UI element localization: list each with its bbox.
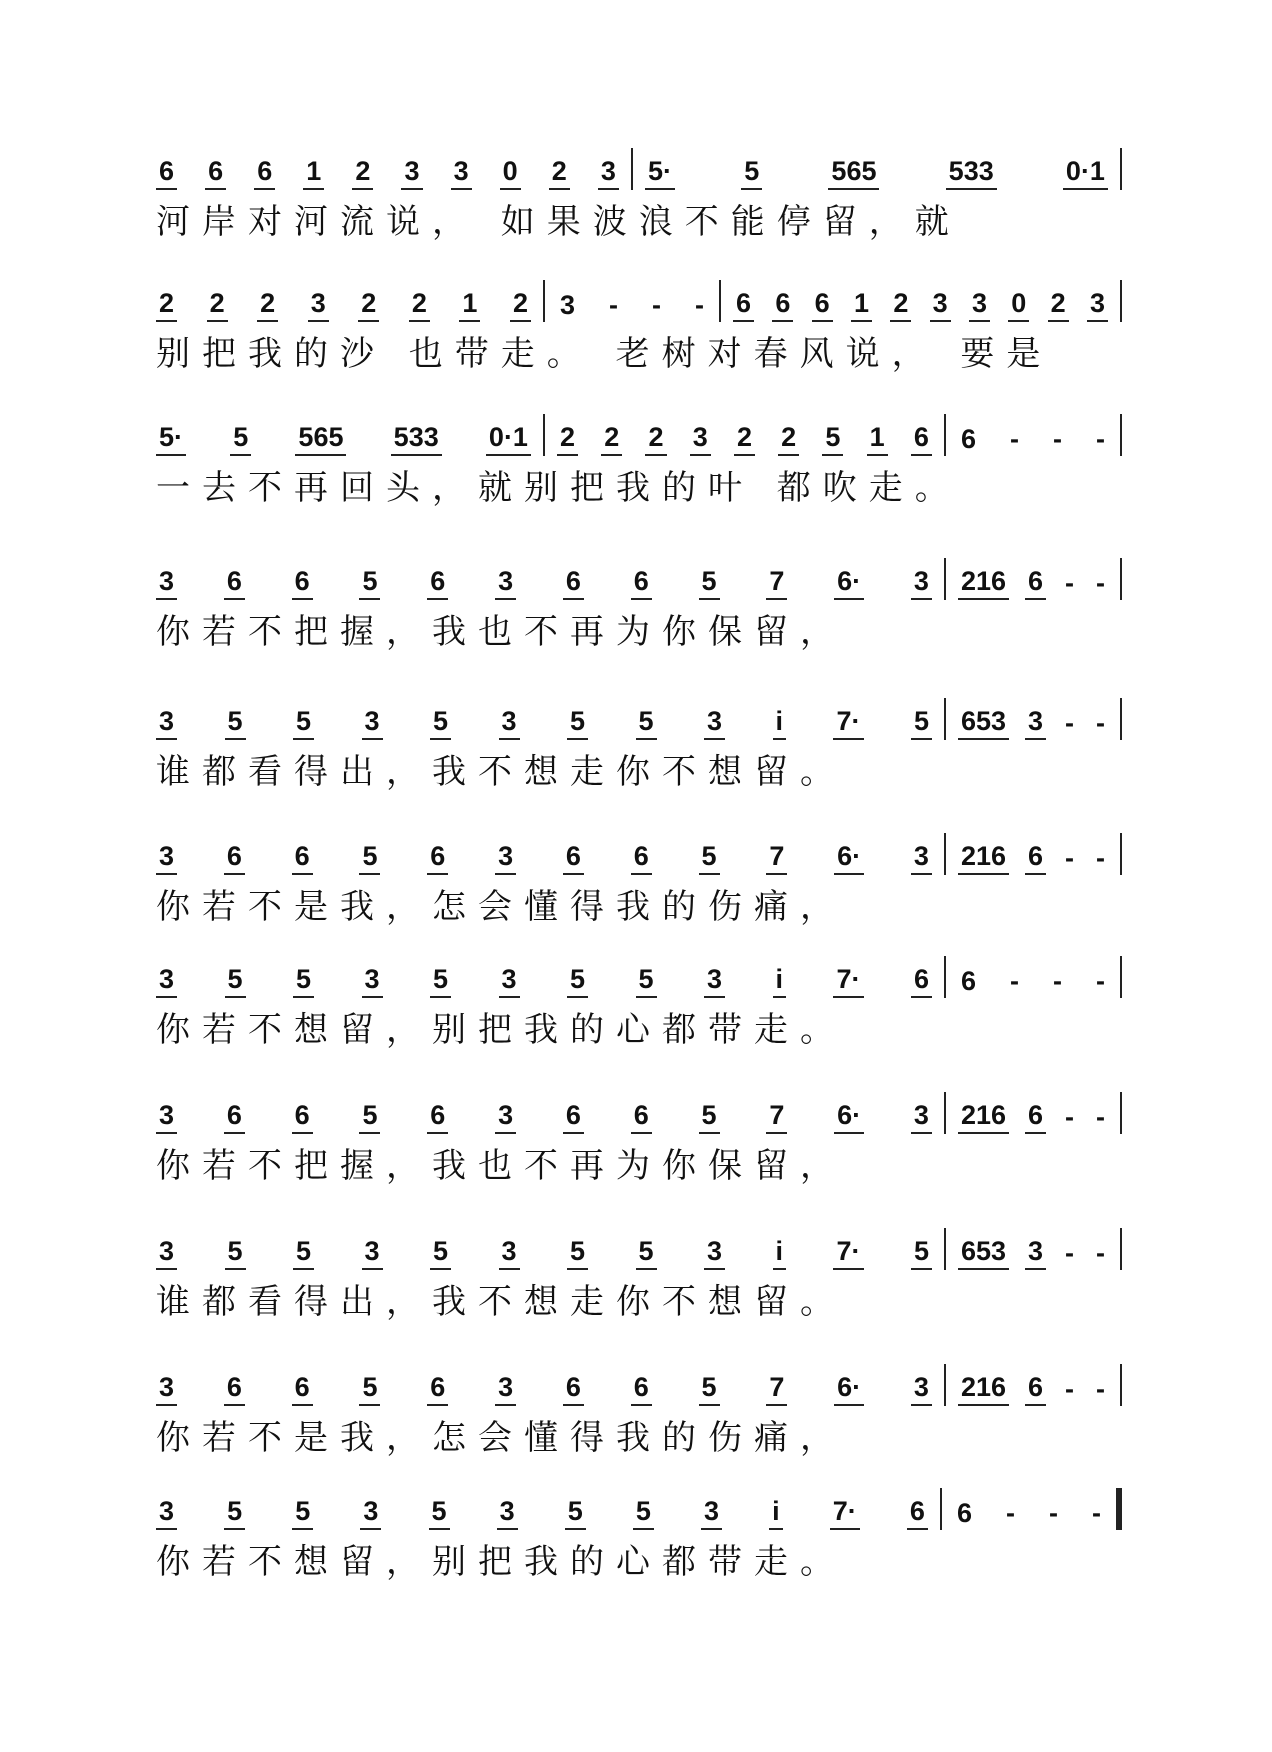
measure (156, 150, 631, 190)
note: 2 (352, 157, 373, 190)
score-line (156, 1230, 1122, 1322)
note: 6 (911, 423, 932, 456)
note: 3 (360, 1497, 381, 1530)
note: 6 (205, 157, 226, 190)
note: 5 (430, 1237, 451, 1270)
note: 3 (156, 965, 177, 998)
note: 5 (633, 1497, 654, 1530)
notes-line (156, 835, 1122, 875)
note: 2 (409, 289, 430, 322)
notes-line (156, 1490, 1122, 1530)
note: 533 (391, 423, 442, 456)
note: 6 (563, 567, 584, 600)
note: 5 (567, 1237, 588, 1270)
measure (156, 700, 944, 740)
note: - (694, 290, 704, 320)
note: 565 (295, 423, 346, 456)
note: 2 (645, 423, 666, 456)
note: 3 (701, 1497, 722, 1530)
measure (156, 1490, 940, 1530)
score-line (156, 282, 1122, 374)
measure (721, 282, 1120, 322)
note: 5 (636, 965, 657, 998)
note: 3 (156, 1101, 177, 1134)
note: 1 (867, 423, 888, 456)
note: 3 (156, 842, 177, 875)
note: 6· (834, 1373, 864, 1406)
note: 7· (833, 707, 863, 740)
note: 6 (254, 157, 275, 190)
note: 6 (292, 842, 313, 875)
note: 5· (156, 423, 186, 456)
note: 533 (946, 157, 997, 190)
note: - (1095, 966, 1105, 996)
note: 2 (778, 423, 799, 456)
note: 6 (911, 965, 932, 998)
note: 653 (958, 707, 1009, 740)
note: 3 (451, 157, 472, 190)
note: 6 (961, 966, 977, 996)
note: 5 (292, 1497, 313, 1530)
note: 5 (567, 965, 588, 998)
note: 2 (156, 289, 177, 322)
note: 2 (601, 423, 622, 456)
note: 3 (156, 567, 177, 600)
note: 5 (293, 965, 314, 998)
note: 3 (1025, 1237, 1046, 1270)
note: 3 (401, 157, 422, 190)
note: - (1010, 424, 1020, 454)
measure (156, 282, 543, 322)
note: 3 (911, 842, 932, 875)
note: 5 (225, 1237, 246, 1270)
score-line (156, 1490, 1122, 1582)
note: 5 (911, 707, 932, 740)
barline (1120, 1228, 1122, 1270)
note: i (773, 707, 787, 740)
note: - (1096, 1238, 1105, 1268)
note: 5· (645, 157, 675, 190)
note: - (1096, 708, 1105, 738)
note: 5 (224, 1497, 245, 1530)
note: 3 (362, 965, 383, 998)
note: 5 (636, 1237, 657, 1270)
note: 2 (207, 289, 228, 322)
notes-line (156, 150, 1122, 190)
note: 7 (766, 1101, 787, 1134)
note: 6 (1025, 1101, 1046, 1134)
notes-line (156, 560, 1122, 600)
note: 6 (631, 842, 652, 875)
lyric-line: 你若不把握，我也不再为你保留， (156, 612, 846, 652)
note: 2 (1048, 289, 1069, 322)
note: 5 (699, 1373, 720, 1406)
note: 6 (631, 567, 652, 600)
note: 3 (156, 707, 177, 740)
note: 5 (911, 1237, 932, 1270)
note: 3 (969, 289, 990, 322)
lyric-line: 你若不想留，别把我的心都带走。 (156, 1542, 846, 1582)
measure (946, 1094, 1120, 1134)
note: 3 (499, 707, 520, 740)
measure (156, 416, 543, 456)
note: 6 (563, 1101, 584, 1134)
lyric-line: 谁都看得出，我不想走你不想留。 (156, 752, 846, 792)
score-line (156, 835, 1122, 927)
note: - (1065, 1238, 1075, 1268)
notes-line (156, 958, 1122, 998)
note: 5 (230, 423, 251, 456)
lyric-line: 一去不再回头，就别把我的叶 都吹走。 (156, 468, 961, 508)
note: 6 (292, 1101, 313, 1134)
note: 5 (359, 567, 380, 600)
note: 6 (224, 567, 245, 600)
note: 1 (303, 157, 324, 190)
note: 7 (766, 842, 787, 875)
note: 2 (257, 289, 278, 322)
measure (946, 958, 1120, 998)
note: 216 (958, 1101, 1009, 1134)
barline (1120, 1092, 1122, 1134)
note: - (1096, 1374, 1105, 1404)
note: 6 (1025, 567, 1046, 600)
note: 2 (549, 157, 570, 190)
measure (545, 282, 719, 322)
lyric-line: 谁都看得出，我不想走你不想留。 (156, 1282, 846, 1322)
note: 3 (495, 842, 516, 875)
note: - (1065, 1102, 1075, 1132)
barline (1116, 1488, 1122, 1530)
note: 6 (1025, 1373, 1046, 1406)
note: 0·1 (1063, 157, 1108, 190)
note: - (652, 290, 661, 320)
note: 3 (156, 1373, 177, 1406)
measure (156, 560, 944, 600)
lyric-line: 你若不把握，我也不再为你保留， (156, 1146, 846, 1186)
note: - (1096, 843, 1105, 873)
note: 216 (958, 567, 1009, 600)
measure (633, 150, 1120, 190)
note: 2 (510, 289, 531, 322)
note: 6 (812, 289, 833, 322)
note: 5 (567, 707, 588, 740)
note: 3 (598, 157, 619, 190)
note: 6 (224, 842, 245, 875)
note: 2 (358, 289, 379, 322)
lyric-line: 别把我的沙 也带走。 老树对春风说， 要是 (156, 334, 1053, 374)
note: 6 (224, 1373, 245, 1406)
note: 3 (930, 289, 951, 322)
note: 3 (495, 1373, 516, 1406)
note: 6 (156, 157, 177, 190)
note: 3 (911, 1101, 932, 1134)
note: 5 (741, 157, 762, 190)
note: 653 (958, 1237, 1009, 1270)
score-line (156, 958, 1122, 1050)
lyric-line: 你若不想留，别把我的心都带走。 (156, 1010, 846, 1050)
notes-line (156, 1366, 1122, 1406)
note: 2 (890, 289, 911, 322)
note: 6 (292, 567, 313, 600)
lyric-line: 你若不是我，怎会懂得我的伤痛， (156, 887, 846, 927)
lyric-line: 你若不是我，怎会懂得我的伤痛， (156, 1418, 846, 1458)
note: 0 (500, 157, 521, 190)
note: 7 (766, 1373, 787, 1406)
note: - (1006, 1498, 1016, 1528)
note: 6 (772, 289, 793, 322)
note: 6 (427, 1373, 448, 1406)
barline (1120, 280, 1122, 322)
measure (946, 416, 1120, 456)
measure (946, 560, 1120, 600)
note: - (1053, 966, 1062, 996)
note: 3 (1025, 707, 1046, 740)
note: 6 (427, 1101, 448, 1134)
note: 7· (833, 1237, 863, 1270)
note: 6· (834, 842, 864, 875)
note: 3 (497, 1497, 518, 1530)
measure (946, 835, 1120, 875)
note: 3 (1087, 289, 1108, 322)
note: 6 (907, 1497, 928, 1530)
measure (946, 700, 1120, 740)
notes-line (156, 416, 1122, 456)
measure (156, 835, 944, 875)
note: 0·1 (486, 423, 531, 456)
note: 3 (911, 1373, 932, 1406)
note: 6· (834, 567, 864, 600)
note: 5 (430, 965, 451, 998)
barline (1120, 833, 1122, 875)
note: 3 (560, 290, 576, 320)
note: - (609, 290, 619, 320)
note: 6 (224, 1101, 245, 1134)
note: 7· (830, 1497, 860, 1530)
note: 5 (429, 1497, 450, 1530)
score-line (156, 150, 1122, 242)
note: - (1091, 1498, 1101, 1528)
note: 6 (563, 842, 584, 875)
note: 6 (631, 1373, 652, 1406)
note: 6· (834, 1101, 864, 1134)
score-line (156, 416, 1122, 508)
note: 5 (293, 1237, 314, 1270)
note: 3 (362, 707, 383, 740)
note: i (769, 1497, 783, 1530)
note: i (773, 965, 787, 998)
score-line (156, 1366, 1122, 1458)
note: 6 (961, 424, 977, 454)
note: 5 (565, 1497, 586, 1530)
note: 2 (734, 423, 755, 456)
note: 3 (156, 1237, 177, 1270)
note: 5 (225, 965, 246, 998)
note: 5 (359, 1101, 380, 1134)
note: 3 (495, 1101, 516, 1134)
note: 7 (766, 567, 787, 600)
measure (942, 1490, 1116, 1530)
note: 3 (308, 289, 329, 322)
note: 3 (362, 1237, 383, 1270)
note: - (1096, 568, 1105, 598)
notes-line (156, 1094, 1122, 1134)
note: 6 (733, 289, 754, 322)
score-line (156, 1094, 1122, 1186)
note: 565 (828, 157, 879, 190)
note: 5 (699, 1101, 720, 1134)
note: 6 (292, 1373, 313, 1406)
note: 6 (957, 1498, 973, 1528)
measure (156, 1366, 944, 1406)
note: - (1095, 424, 1105, 454)
barline (1120, 148, 1122, 190)
note: 3 (499, 1237, 520, 1270)
notes-line (156, 1230, 1122, 1270)
note: 3 (156, 1497, 177, 1530)
note: 5 (359, 1373, 380, 1406)
note: 3 (704, 1237, 725, 1270)
note: 3 (690, 423, 711, 456)
notes-line (156, 282, 1122, 322)
measure (156, 958, 944, 998)
note: 3 (704, 965, 725, 998)
measure (545, 416, 944, 456)
note: 5 (293, 707, 314, 740)
note: 6 (427, 567, 448, 600)
note: 7· (833, 965, 863, 998)
measure (946, 1366, 1120, 1406)
note: 216 (958, 842, 1009, 875)
note: 3 (495, 567, 516, 600)
note: - (1065, 1374, 1075, 1404)
note: 6 (563, 1373, 584, 1406)
note: - (1010, 966, 1020, 996)
note: - (1049, 1498, 1058, 1528)
note: 5 (822, 423, 843, 456)
note: 1 (459, 289, 480, 322)
note: 6 (427, 842, 448, 875)
barline (1120, 956, 1122, 998)
note: - (1065, 708, 1075, 738)
note: - (1053, 424, 1062, 454)
notes-line (156, 700, 1122, 740)
note: 5 (225, 707, 246, 740)
lyric-line: 河岸对河流说， 如果波浪不能停留，就 (156, 202, 961, 242)
note: 5 (636, 707, 657, 740)
barline (1120, 558, 1122, 600)
note: 216 (958, 1373, 1009, 1406)
note: i (773, 1237, 787, 1270)
barline (1120, 414, 1122, 456)
note: 5 (430, 707, 451, 740)
note: 3 (704, 707, 725, 740)
barline (1120, 698, 1122, 740)
note: - (1096, 1102, 1105, 1132)
note: 6 (1025, 842, 1046, 875)
measure (946, 1230, 1120, 1270)
note: 3 (499, 965, 520, 998)
note: - (1065, 568, 1075, 598)
note: 5 (699, 842, 720, 875)
note: 6 (631, 1101, 652, 1134)
note: 1 (851, 289, 872, 322)
note: 3 (911, 567, 932, 600)
note: 5 (699, 567, 720, 600)
measure (156, 1094, 944, 1134)
note: - (1065, 843, 1075, 873)
barline (1120, 1364, 1122, 1406)
note: 0 (1008, 289, 1029, 322)
note: 5 (359, 842, 380, 875)
measure (156, 1230, 944, 1270)
score-line (156, 700, 1122, 792)
note: 2 (557, 423, 578, 456)
score-line (156, 560, 1122, 652)
